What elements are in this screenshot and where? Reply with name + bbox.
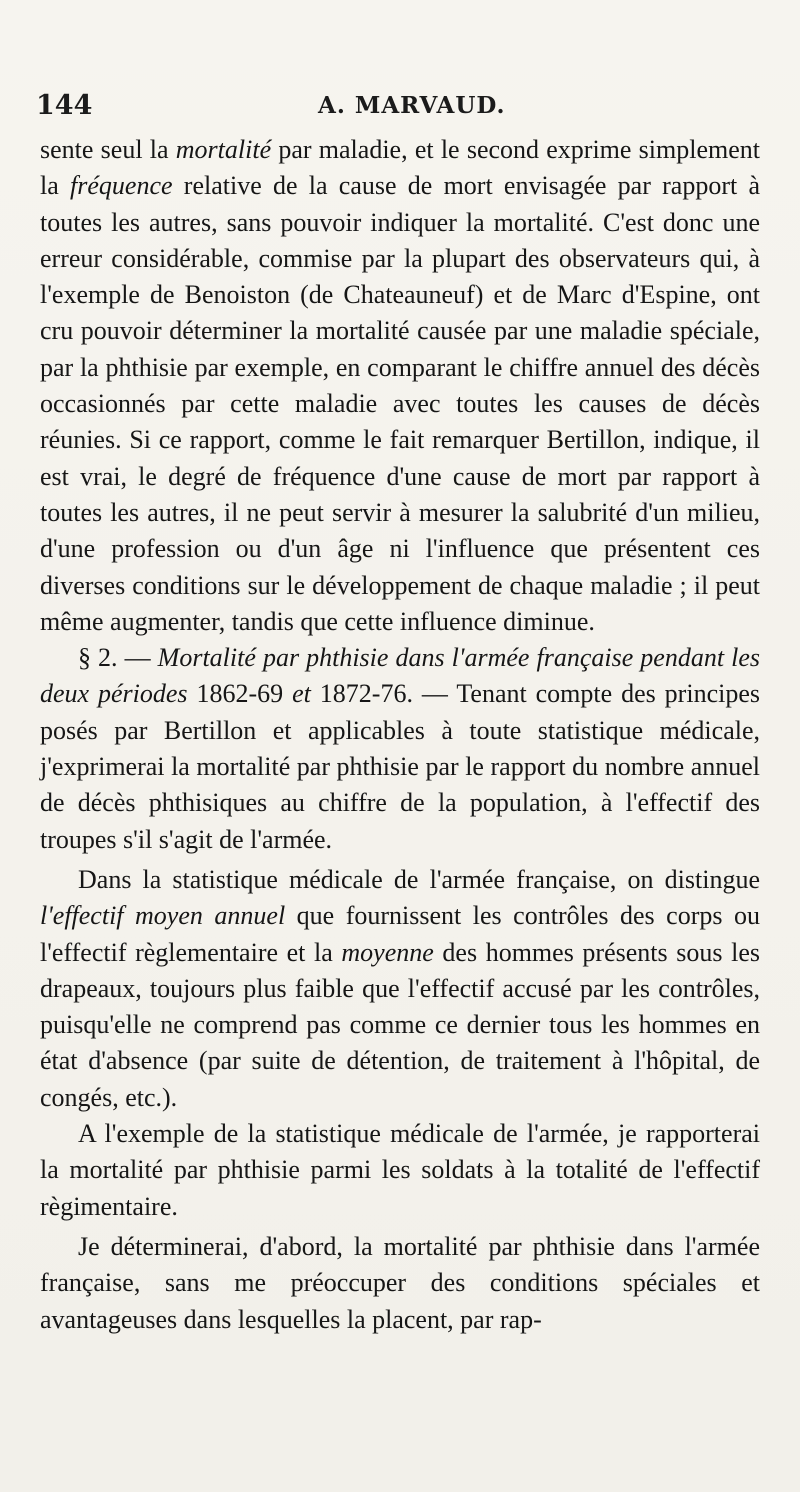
text-segment: Je déterminerai, d'abord, la mortalité par phthisie dans l'armée française, sans me préoccuper des conditions spéciales et avantageuses dans lesquelles la placent, par rap-: [40, 1231, 760, 1334]
italic-segment: moyenne: [341, 937, 434, 967]
text-segment: que fournissent les contrôles des corps ou l'effectif règlementaire et la: [40, 901, 760, 967]
italic-segment: fréquence: [70, 171, 173, 201]
text-segment: Dans la statistique médicale de l'armée française, on distingue: [78, 864, 760, 894]
italic-segment: et: [292, 679, 311, 709]
text-segment: 1862-69: [187, 679, 293, 709]
page-number: 144: [36, 90, 93, 121]
page-header: [36, 90, 760, 130]
italic-segment: l'effectif moyen annuel: [40, 901, 286, 931]
paragraph-5: [40, 1225, 760, 1338]
text-segment: par maladie, et le second exprime simplement la: [40, 135, 760, 201]
paragraph-2: [40, 640, 760, 858]
text-segment: A l'exemple de la statistique médicale de l'armée, je rapporterai la mortalité par phthisie parmi les soldats à la totalité de l'effectif règimentaire.: [40, 1119, 760, 1221]
text-segment: des hommes présents sous les drapeaux, toujours plus faible que l'effectif accusé par les contrôles, puisqu'elle ne comprend pas comme ce dernier tous les hommes en état d'absence (par suite de détention, de traitement à l'hôpital, de congés, etc.).: [40, 937, 760, 1112]
paragraph-4: [40, 1116, 760, 1225]
body-text: [40, 132, 760, 1338]
italic-segment: Mortalité par phthisie dans l'armée française pendant les deux périodes: [40, 643, 760, 709]
paragraph-3: [40, 858, 760, 1116]
text-segment: sente seul la: [40, 135, 176, 164]
text-segment: 1872-76. — Tenant compte des principes posés par Bertillon et applicables à toute statistique médicale, j'exprimerai la mortalité par phthisie par le rapport du nombre annuel de décès phthisiques au chiffre de la population, à l'effectif des troupes s'il s'agit de l'armée.: [40, 679, 760, 854]
text-segment: § 2. —: [78, 643, 158, 673]
paragraph-1: [40, 132, 760, 640]
text-segment: relative de la cause de mort envisagée par rapport à toutes les autres, sans pouvoir indiquer la mortalité. C'est donc une erreur considérable, commise par la plupart des observateurs qui, à l'exemple de Benoiston (de Chateauneuf) et de Marc d'Espine, ont cru pouvoir déterminer la mortalité causée par une maladie spéciale, par la phthisie par exemple, en comparant le chiffre annuel des décès occasionnés par cette maladie avec toutes les causes de décès réunies. Si ce rapport, comme le fait remarquer Bertillon, indique, il est vrai, le degré de fréquence d'une cause de mort par rapport à toutes les autres, il ne peut servir à mesurer la salubrité d'un milieu, d'une profession ou d'un âge ni l'influence que présentent ces diverses conditions sur le développement de chaque maladie ; il peut même augmenter, tandis que cette influence diminue.: [40, 171, 760, 636]
running-head: A. MARVAUD.: [318, 92, 506, 119]
italic-segment: mortalité: [175, 135, 272, 164]
